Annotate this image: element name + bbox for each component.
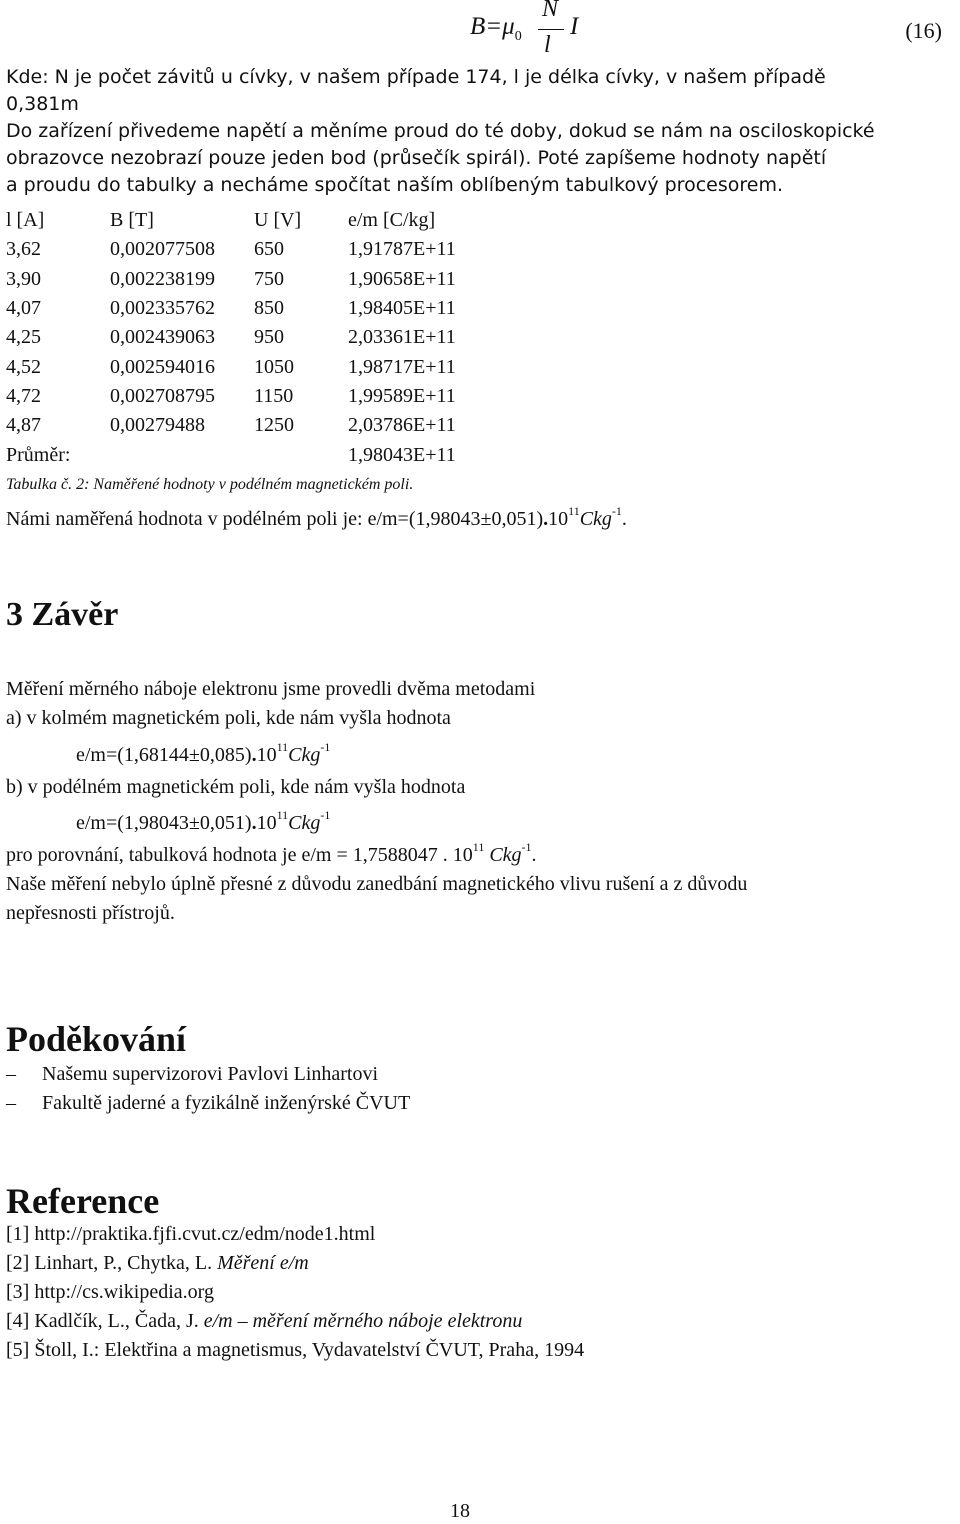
unit: Ckg — [484, 844, 522, 866]
cell: 3,62 — [6, 238, 41, 261]
end-dot: . — [531, 844, 537, 866]
para1-line2: 0,381m — [6, 93, 79, 115]
thanks-heading: Poděkování — [6, 1019, 187, 1059]
formula-16 — [470, 0, 630, 60]
cell: 3,90 — [6, 267, 41, 290]
ref-number: [2] — [6, 1252, 35, 1274]
cell: 0,002335762 — [110, 297, 215, 320]
reference-item — [6, 1223, 375, 1246]
table-row — [6, 323, 508, 352]
ref-number: [3] — [6, 1281, 35, 1303]
conclusion-value-a — [76, 740, 331, 767]
table-row — [6, 294, 508, 323]
result-line — [6, 504, 627, 531]
conclusion-line2: a) v kolmém magnetickém poli, kde nám vyšla hodnota — [6, 707, 451, 729]
cell: 1050 — [254, 355, 294, 378]
cell: 0,002077508 — [110, 238, 215, 261]
base: 10 — [256, 744, 277, 766]
ref-text: http://cs.wikipedia.org — [34, 1281, 214, 1303]
dash-bullet: – — [6, 1092, 16, 1114]
para1-line5: a proudu do tabulky a necháme spočítat naším oblíbeným tabulkový procesorem. — [6, 174, 783, 196]
header-em: e/m [C/kg] — [348, 209, 436, 232]
header-voltage: U [V] — [254, 209, 302, 232]
table-row — [6, 352, 508, 381]
exponent: 11 — [276, 808, 289, 822]
cell: 750 — [254, 267, 284, 290]
cell: 0,002594016 — [110, 355, 215, 378]
multiply-dot: . — [543, 508, 549, 530]
unit: Ckg — [288, 812, 321, 834]
table-row — [6, 411, 508, 440]
unit-exponent: -1 — [320, 740, 331, 754]
table-row — [6, 235, 508, 264]
header-field: B [T] — [110, 209, 154, 232]
reference-item — [6, 1339, 584, 1362]
cell: 2,03361E+11 — [348, 326, 456, 349]
conclusion-compare — [6, 840, 537, 867]
conclusion-line1: Měření měrného náboje elektronu jsme provedli dvěma metodami — [6, 678, 536, 700]
base: 10 — [256, 812, 277, 834]
cell: 950 — [254, 326, 284, 349]
ref-title: Měření e/m — [217, 1252, 309, 1274]
cell: 2,03786E+11 — [348, 414, 456, 437]
exponent: 11 — [276, 740, 289, 754]
thanks-item-2: Fakultě jaderné a fyzikálně inženýrské ČVUT — [42, 1092, 411, 1114]
list-item — [6, 1092, 410, 1115]
result-unit-exponent: -1 — [611, 504, 622, 518]
ref-text: Kadlčík, L., Čada, J. — [34, 1310, 204, 1332]
cell: 4,87 — [6, 414, 41, 437]
cell: 1,91787E+11 — [348, 238, 456, 261]
thanks-item-1: Našemu supervizorovi Pavlovi Linhartovi — [42, 1063, 379, 1085]
ref-text: Štoll, I.: Elektřina a magnetismus, Vydavatelství ČVUT, Praha, 1994 — [34, 1339, 585, 1361]
unit-exponent: -1 — [320, 808, 331, 822]
average-label: Průměr: — [6, 443, 71, 466]
references-heading: Reference — [6, 1181, 160, 1221]
cell: 1250 — [254, 414, 294, 437]
cell: 1,99589E+11 — [348, 384, 456, 407]
result-unit: Ckg — [579, 508, 612, 530]
cell: 850 — [254, 297, 284, 320]
cell: 0,00279488 — [110, 414, 205, 437]
ref-number: [5] — [6, 1339, 35, 1361]
cell: 4,72 — [6, 384, 41, 407]
formula-numerator: N — [542, 0, 559, 22]
para1-line1: Kde: N je počet závitů u cívky, v našem případe 174, l je délka cívky, v našem případě — [6, 66, 826, 88]
ref-text: http://praktika.fjfi.cvut.cz/edm/node1.html — [34, 1223, 376, 1245]
multiply-dot: . — [251, 744, 257, 766]
conclusion-line6: nepřesnosti přístrojů. — [6, 902, 175, 924]
conclusion-heading: 3 Závěr — [6, 596, 119, 633]
value-b: e/m=(1,98043±0,051) — [76, 812, 252, 834]
unit-exponent: -1 — [521, 840, 532, 854]
formula-denominator: l — [544, 32, 551, 58]
cell: 650 — [254, 238, 284, 261]
ref-title: e/m – měření měrného náboje elektronu — [203, 1310, 523, 1332]
reference-item — [6, 1310, 522, 1333]
fraction-bar — [538, 29, 564, 30]
result-text: Námi naměřená hodnota v podélném poli je: e/m=(1,98043±0,051) — [6, 508, 544, 530]
cell: 1,90658E+11 — [348, 267, 456, 290]
table-header-row — [6, 206, 508, 235]
reference-item — [6, 1281, 214, 1304]
average-value: 1,98043E+11 — [348, 443, 456, 466]
conclusion-line3: b) v podélném magnetickém poli, kde nám vyšla hodnota — [6, 776, 466, 798]
table-average-row — [6, 440, 508, 469]
cell: 1150 — [254, 384, 294, 407]
cell: 0,002439063 — [110, 326, 215, 349]
ref-number: [1] — [6, 1223, 35, 1245]
table-caption: Tabulka č. 2: Naměřené hodnoty v podélném magnetickém poli. — [6, 476, 414, 493]
result-base: 10 — [548, 508, 569, 530]
formula-lhs: B=μ — [470, 13, 515, 40]
cell: 1,98405E+11 — [348, 297, 456, 320]
conclusion-line5: Naše měření nebylo úplně přesné z důvodu zanedbání magnetického vlivu rušení a z důvodu — [6, 873, 748, 895]
unit: Ckg — [288, 744, 321, 766]
cell: 0,002708795 — [110, 384, 215, 407]
cell: 4,52 — [6, 355, 41, 378]
exponent: 11 — [472, 840, 485, 854]
para1-line4: obrazovce nezobrazí pouze jeden bod (průsečík spirál). Poté zapíšeme hodnoty napětí — [6, 147, 827, 169]
multiply-dot: . — [251, 812, 257, 834]
page-number: 18 — [450, 1500, 470, 1522]
conclusion-value-b — [76, 808, 331, 835]
compare-text: pro porovnání, tabulková hodnota je e/m = 1,7588047 . 10 — [6, 844, 473, 866]
result-end: . — [621, 508, 627, 530]
reference-item — [6, 1252, 309, 1275]
equation-number: (16) — [905, 18, 942, 43]
table-row — [6, 382, 508, 411]
ref-text: Linhart, P., Chytka, L. — [34, 1252, 218, 1274]
list-item — [6, 1063, 378, 1086]
para1-line3: Do zařízení přivedeme napětí a měníme proud do té doby, dokud se nám na osciloskopické — [6, 120, 875, 142]
measurement-table — [6, 206, 508, 470]
value-a: e/m=(1,68144±0,085) — [76, 744, 252, 766]
cell: 1,98717E+11 — [348, 355, 456, 378]
header-current: l [A] — [6, 209, 45, 232]
result-exponent: 11 — [568, 504, 580, 518]
cell: 0,002238199 — [110, 267, 215, 290]
table-row — [6, 265, 508, 294]
cell: 4,25 — [6, 326, 41, 349]
dash-bullet: – — [6, 1063, 16, 1085]
formula-rhs: I — [570, 13, 579, 40]
formula-subscript: 0 — [514, 29, 522, 44]
cell: 4,07 — [6, 297, 41, 320]
ref-number: [4] — [6, 1310, 35, 1332]
